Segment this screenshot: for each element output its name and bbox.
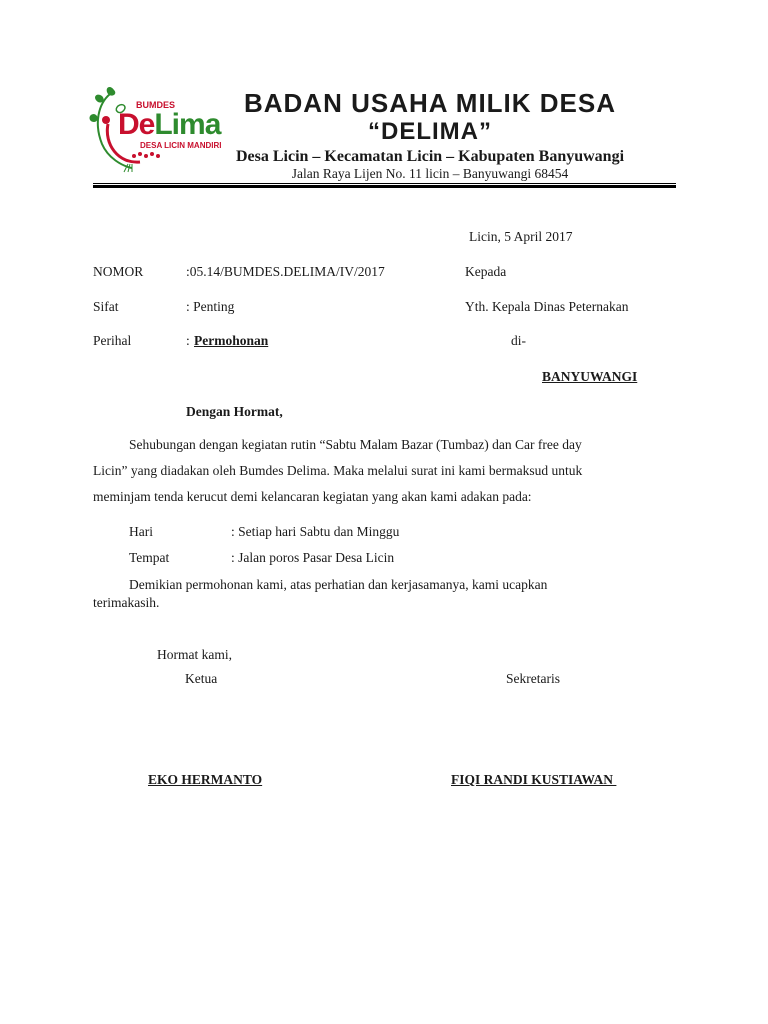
recipient-city: BANYUWANGI xyxy=(542,369,638,384)
hari-label: Hari xyxy=(129,524,153,539)
perihal-label: Perihal xyxy=(93,333,132,348)
di-label: di- xyxy=(511,333,526,348)
letterhead-divider-thin xyxy=(93,183,676,184)
logo-name-prefix: De xyxy=(118,108,155,141)
hari-value: : Setiap hari Sabtu dan Minggu xyxy=(231,524,400,539)
place-date: Licin, 5 April 2017 xyxy=(469,229,573,244)
ketua-name: EKO HERMANTO xyxy=(148,772,263,787)
perihal-colon: : xyxy=(186,333,190,348)
sekretaris-name: FIQI RANDI KUSTIAWAN xyxy=(451,772,617,787)
sifat-label: Sifat xyxy=(93,299,119,314)
org-name: BADAN USAHA MILIK DESA xyxy=(243,88,617,118)
body-line-2: Licin” yang diadakan oleh Bumdes Delima. Maka melalui surat ini kami bermaksud untuk xyxy=(93,463,583,478)
sifat-value: : Penting xyxy=(186,299,235,314)
greeting: Dengan Hormat, xyxy=(186,404,283,419)
kepada-label: Kepada xyxy=(465,264,507,279)
logo-name-suffix: Lima xyxy=(154,108,221,141)
letterhead-divider-thick xyxy=(93,185,676,188)
nomor-label: NOMOR xyxy=(93,264,144,279)
village-line: Desa Licin – Kecamatan Licin – Kabupaten Banyuwangi xyxy=(235,148,625,165)
logo-tagline: DESA LICIN MANDIRI xyxy=(140,141,222,150)
body-line-1: Sehubungan dengan kegiatan rutin “Sabtu Malam Bazar (Tumbaz) dan Car free day xyxy=(129,437,582,452)
address-line: Jalan Raya Lijen No. 11 licin – Banyuwangi 68454 xyxy=(291,166,569,181)
body-line-3: meminjam tenda kerucut demi kelancaran kegiatan yang akan kami adakan pada: xyxy=(93,489,532,504)
org-sub: “DELIMA” xyxy=(368,118,492,145)
ketua-title: Ketua xyxy=(185,671,218,686)
recipient: Yth. Kepala Dinas Peternakan xyxy=(465,299,629,314)
closing-line-1: Demikian permohonan kami, atas perhatian dan kerjasamanya, kami ucapkan xyxy=(129,577,548,592)
sekretaris-title: Sekretaris xyxy=(506,671,560,686)
hormat-kami: Hormat kami, xyxy=(157,647,232,662)
tempat-value: : Jalan poros Pasar Desa Licin xyxy=(231,550,395,565)
perihal-value: Permohonan xyxy=(194,333,269,348)
closing-line-2: terimakasih. xyxy=(93,595,160,610)
logo-bumdes-text: BUMDES xyxy=(136,100,176,110)
tempat-label: Tempat xyxy=(129,550,170,565)
nomor-value: :05.14/BUMDES.DELIMA/IV/2017 xyxy=(186,264,385,279)
